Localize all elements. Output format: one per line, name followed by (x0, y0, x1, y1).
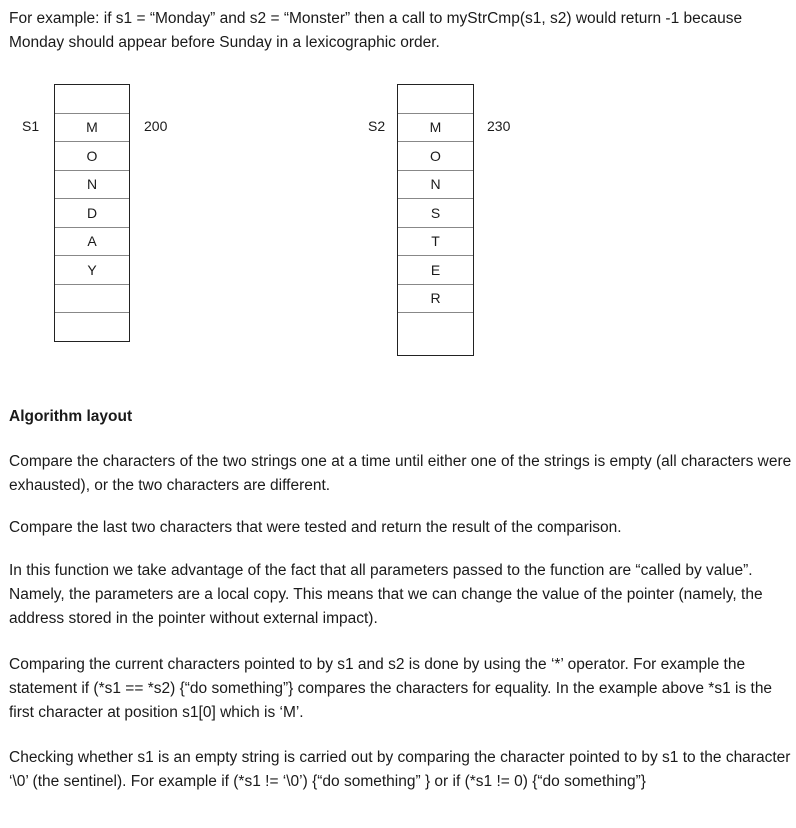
s1-char-array (54, 84, 130, 342)
intro-paragraph: For example: if s1 = “Monday” and s2 = “Monster” then a call to myStrCmp(s1, s2) would return -1 because Monday should appear before Sunday in a lexicographic order. (9, 10, 743, 51)
s2-address: 230 (487, 118, 511, 134)
array-cell (55, 285, 129, 314)
array-cell: E (398, 256, 473, 285)
array-cell: O (398, 142, 473, 171)
paragraph: Comparing the current characters pointed to by s1 and s2 is done by using the ‘*’ operator. For example the statement if (*s1 == *s2) {“do something”} compares the characters for equality. In the example above *s1 is the first character at position s1[0] which is ‘M’. (9, 656, 773, 721)
array-cell: A (55, 228, 129, 257)
array-cell: M (398, 114, 473, 143)
s1-label: S1 (22, 118, 40, 134)
s2-label: S2 (368, 118, 386, 134)
array-cell (398, 313, 473, 342)
paragraph: Compare the last two characters that were tested and return the result of the comparison. (9, 519, 622, 536)
array-cell: D (55, 199, 129, 228)
array-cell: Y (55, 256, 129, 285)
section-heading: Algorithm layout (9, 408, 133, 425)
array-cell (55, 313, 129, 342)
array-cell (398, 85, 473, 114)
array-cell: R (398, 285, 473, 314)
s1-address: 200 (144, 118, 168, 134)
paragraph: Compare the characters of the two strings one at a time until either one of the strings is empty (all characters were exhausted), or the two characters are different. (9, 453, 792, 494)
array-cell: M (55, 114, 129, 143)
paragraph: In this function we take advantage of the fact that all parameters passed to the function are “called by value”. Namely, the parameters are a local copy. This means that we can change the value of the pointer (namely, the address stored in the pointer without external impact). (9, 562, 763, 627)
array-cell: O (55, 142, 129, 171)
array-cell: N (55, 171, 129, 200)
array-cell: T (398, 228, 473, 257)
string-memory-diagram (0, 84, 796, 359)
paragraph: Checking whether s1 is an empty string is carried out by comparing the character pointed to by s1 to the character ‘\0’ (the sentinel). For example if (*s1 != ‘\0’) {“do something” } or if (*s1 != 0) {“do something”} (9, 749, 791, 790)
array-cell (55, 85, 129, 114)
array-cell: S (398, 199, 473, 228)
s2-char-array (397, 84, 474, 356)
array-cell: N (398, 171, 473, 200)
